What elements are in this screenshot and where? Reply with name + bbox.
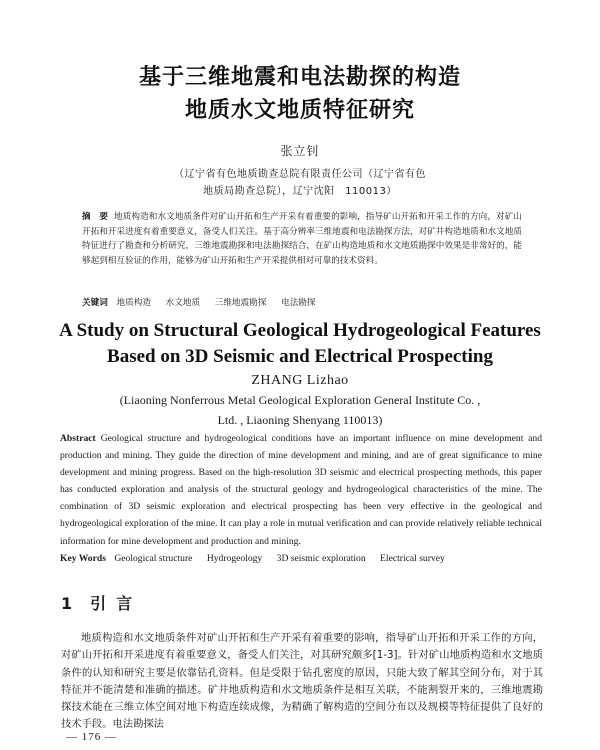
english-abstract [60, 430, 542, 550]
english-affiliation-line-1: (Liaoning Nonferrous Metal Geological Exploration General Institute Co. , [119, 393, 481, 407]
introduction-body [61, 630, 543, 734]
english-keyword: Hydrogeology [206, 553, 263, 564]
page-number: — 176 — [66, 731, 117, 743]
chinese-title-line-1: 基于三维地震和电法勘探的构造 [138, 65, 461, 90]
chinese-keyword: 电法勘探 [281, 298, 316, 308]
introduction-paragraph: 地质构造和水文地质条件对矿山开拓和生产开采有着重要的影响，指导矿山开拓和开采工作的方向，对矿山开拓和开采进度有着重要意义，备受人们关注，对其研究颇多[1-3]。针对矿山地质构造和水文地质条件的认知和研究主要是依靠钻孔资料。但是受限于钻孔密度的原因，只能大致了解其空间分布，对于其特征并不能清楚和准确的描述。矿井地质构造和水文地质条件是相互关联，不能割裂开来的，三维地震勘探技术能在三维立体空间对地下构造连续成像，为精确了解构造的空间分布以及规模等特征提供了良好的技术手段。电法勘探法 [61, 632, 543, 731]
chinese-affiliation-line-2: 地质局勘查总院），辽宁沈阳 110013） [203, 186, 397, 197]
chinese-keyword: 水文地质 [165, 298, 201, 308]
english-author: ZHANG Lizhao [251, 373, 349, 388]
chinese-abstract [82, 210, 522, 268]
chinese-keywords-label: 关键词 [82, 298, 108, 308]
english-keywords [60, 553, 542, 564]
chinese-keyword: 地质构造 [116, 298, 151, 308]
english-keyword: 3D seismic exploration [276, 553, 366, 564]
english-affiliation-line-2: Ltd. , Liaoning Shenyang 110013) [217, 413, 383, 427]
english-keyword: Geological structure [114, 553, 193, 564]
section-heading-introduction [61, 591, 142, 614]
english-keyword: Electrical survey [380, 553, 445, 564]
english-keywords-label: Key Words [60, 553, 106, 564]
english-title-line-1: A Study on Structural Geological Hydrogeological Features [59, 320, 541, 341]
english-abstract-label: Abstract [60, 433, 96, 444]
section-number: 1 [61, 594, 73, 613]
section-title: 引言 [90, 594, 143, 613]
chinese-keywords [82, 296, 522, 308]
chinese-author: 张立钊 [280, 144, 320, 158]
chinese-title-line-2: 地质水文地质特征研究 [184, 98, 415, 123]
english-title-line-2: Based on 3D Seismic and Electrical Prospecting [107, 346, 493, 367]
chinese-abstract-text: 地质构造和水文地质条件对矿山开拓和生产开采有着重要的影响，指导矿山开拓和开采工作的方向，对矿山开拓和开采进度有着重要意义，备受人们关注。基于高分辨率三维地震和电法勘探方法，对矿井构造地质和水文地质特征进行了勘查和分析研究，三维地震勘探和电法勘探结合，在矿山构造地质和水文地质勘探中效果是非常好的，能够起到相互验证的作用，能够为矿山开拓和生产开采提供相对可靠的技术资料。 [82, 212, 522, 266]
english-abstract-text: Geological structure and hydrogeological conditions have an important influence on mine development and production and mining. They guide the direction of mine development and mining, and are of great significance to mine development and mining progress. Based on the high-resolution 3D seismic and electrical prospecting methods, this paper has conducted exploration and analysis of the structural geology and hydrogeological characteristics of the mine. The combination of 3D seismic exploration and electrical prospecting has been very effective in the geological and hydrogeological exploration of the mine. It can play a role in mutual verification and can provide relatively reliable technical information for mine development and production and mining. [60, 433, 542, 547]
chinese-keyword: 三维地震勘探 [214, 298, 267, 308]
chinese-affiliation-line-1: （辽宁省有色地质勘查总院有限责任公司（辽宁省有色 [174, 169, 426, 180]
chinese-abstract-label: 摘 要 [82, 212, 109, 222]
